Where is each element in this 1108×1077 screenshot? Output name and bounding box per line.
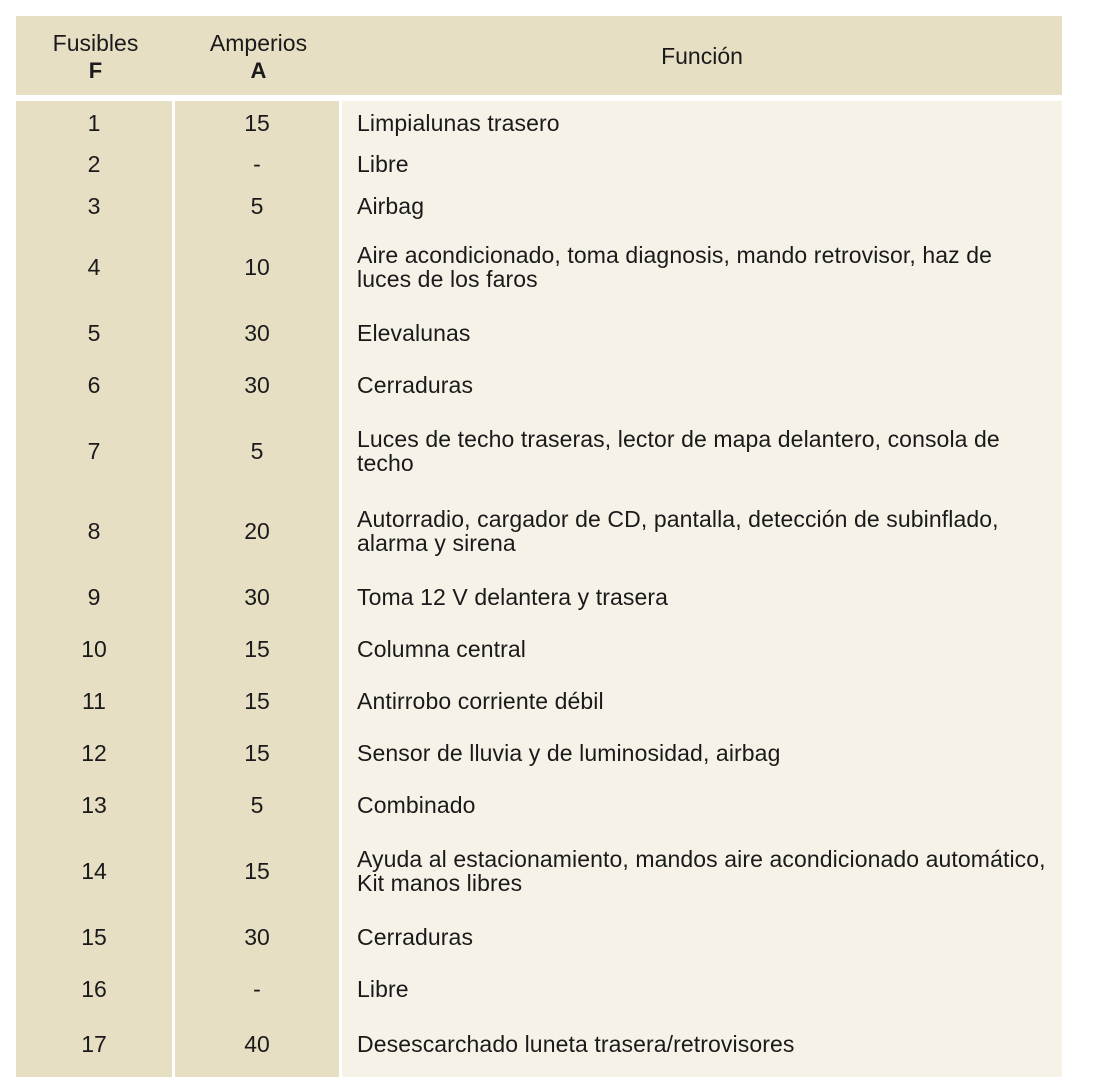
table-body: [16, 101, 1062, 1077]
table-row: [16, 359, 1062, 411]
amperage-cell: 15: [175, 831, 342, 911]
amperage-cell: 30: [175, 307, 342, 359]
fuse-number-cell: 10: [16, 623, 175, 675]
table-row: [16, 779, 1062, 831]
header-fuse-unit: F: [88, 57, 103, 83]
header-fuse: [16, 16, 175, 101]
fuse-number-cell: 16: [16, 963, 175, 1015]
fuse-number-cell: 4: [16, 227, 175, 307]
function-cell: Antirrobo corriente débil: [342, 675, 1062, 727]
header-amp-title: Amperios: [209, 29, 308, 56]
amperage-cell: 5: [175, 779, 342, 831]
table-row: [16, 411, 1062, 491]
table-row: [16, 491, 1062, 571]
function-cell: Sensor de lluvia y de luminosidad, airbag: [342, 727, 1062, 779]
table-row: [16, 911, 1062, 963]
function-cell: Desescarchado luneta trasera/retrovisores: [342, 1015, 1062, 1077]
header-amp: [175, 16, 342, 101]
amperage-cell: 5: [175, 185, 342, 227]
amperage-cell: -: [175, 963, 342, 1015]
amperage-cell: 40: [175, 1015, 342, 1077]
amperage-cell: 15: [175, 675, 342, 727]
function-cell: Autorradio, cargador de CD, pantalla, detección de subinflado, alarma y sirena: [342, 491, 1062, 571]
table-row: [16, 307, 1062, 359]
amperage-cell: 5: [175, 411, 342, 491]
fuse-number-cell: 7: [16, 411, 175, 491]
function-cell: Ayuda al estacionamiento, mandos aire acondicionado automático, Kit manos libres: [342, 831, 1062, 911]
function-cell: Libre: [342, 963, 1062, 1015]
fuse-number-cell: 6: [16, 359, 175, 411]
amperage-cell: 30: [175, 911, 342, 963]
fuse-number-cell: 5: [16, 307, 175, 359]
amperage-cell: 20: [175, 491, 342, 571]
amperage-cell: 15: [175, 101, 342, 143]
amperage-cell: 10: [175, 227, 342, 307]
fuse-number-cell: 14: [16, 831, 175, 911]
function-cell: Airbag: [342, 185, 1062, 227]
header-row: [16, 16, 1062, 101]
header-function-title: Función: [661, 42, 743, 69]
function-cell: Elevalunas: [342, 307, 1062, 359]
amperage-cell: 15: [175, 623, 342, 675]
function-cell: Cerraduras: [342, 911, 1062, 963]
amperage-cell: 15: [175, 727, 342, 779]
fuse-table: [16, 16, 1062, 1077]
fuse-number-cell: 2: [16, 143, 175, 185]
amperage-cell: 30: [175, 359, 342, 411]
table-row: [16, 963, 1062, 1015]
table-row: [16, 227, 1062, 307]
table-header: [16, 16, 1062, 101]
function-cell: Combinado: [342, 779, 1062, 831]
table-row: [16, 675, 1062, 727]
fuse-number-cell: 3: [16, 185, 175, 227]
fuse-number-cell: 8: [16, 491, 175, 571]
table-row: [16, 831, 1062, 911]
function-cell: Aire acondicionado, toma diagnosis, mando retrovisor, haz de luces de los faros: [342, 227, 1062, 307]
fuse-number-cell: 17: [16, 1015, 175, 1077]
header-fuse-title: Fusibles: [52, 29, 139, 56]
function-cell: Columna central: [342, 623, 1062, 675]
table-row: [16, 143, 1062, 185]
fuse-number-cell: 9: [16, 571, 175, 623]
function-cell: Toma 12 V delantera y trasera: [342, 571, 1062, 623]
table-row: [16, 185, 1062, 227]
table-row: [16, 727, 1062, 779]
fuse-number-cell: 13: [16, 779, 175, 831]
function-cell: Luces de techo traseras, lector de mapa delantero, consola de techo: [342, 411, 1062, 491]
function-cell: Libre: [342, 143, 1062, 185]
amperage-cell: 30: [175, 571, 342, 623]
table-row: [16, 623, 1062, 675]
fuse-number-cell: 15: [16, 911, 175, 963]
fuse-number-cell: 1: [16, 101, 175, 143]
fuse-number-cell: 11: [16, 675, 175, 727]
function-cell: Cerraduras: [342, 359, 1062, 411]
table-row: [16, 101, 1062, 143]
function-cell: Limpialunas trasero: [342, 101, 1062, 143]
table-row: [16, 571, 1062, 623]
header-function: [342, 16, 1062, 101]
table-row: [16, 1015, 1062, 1077]
header-amp-unit: A: [250, 57, 267, 83]
fuse-number-cell: 12: [16, 727, 175, 779]
amperage-cell: -: [175, 143, 342, 185]
